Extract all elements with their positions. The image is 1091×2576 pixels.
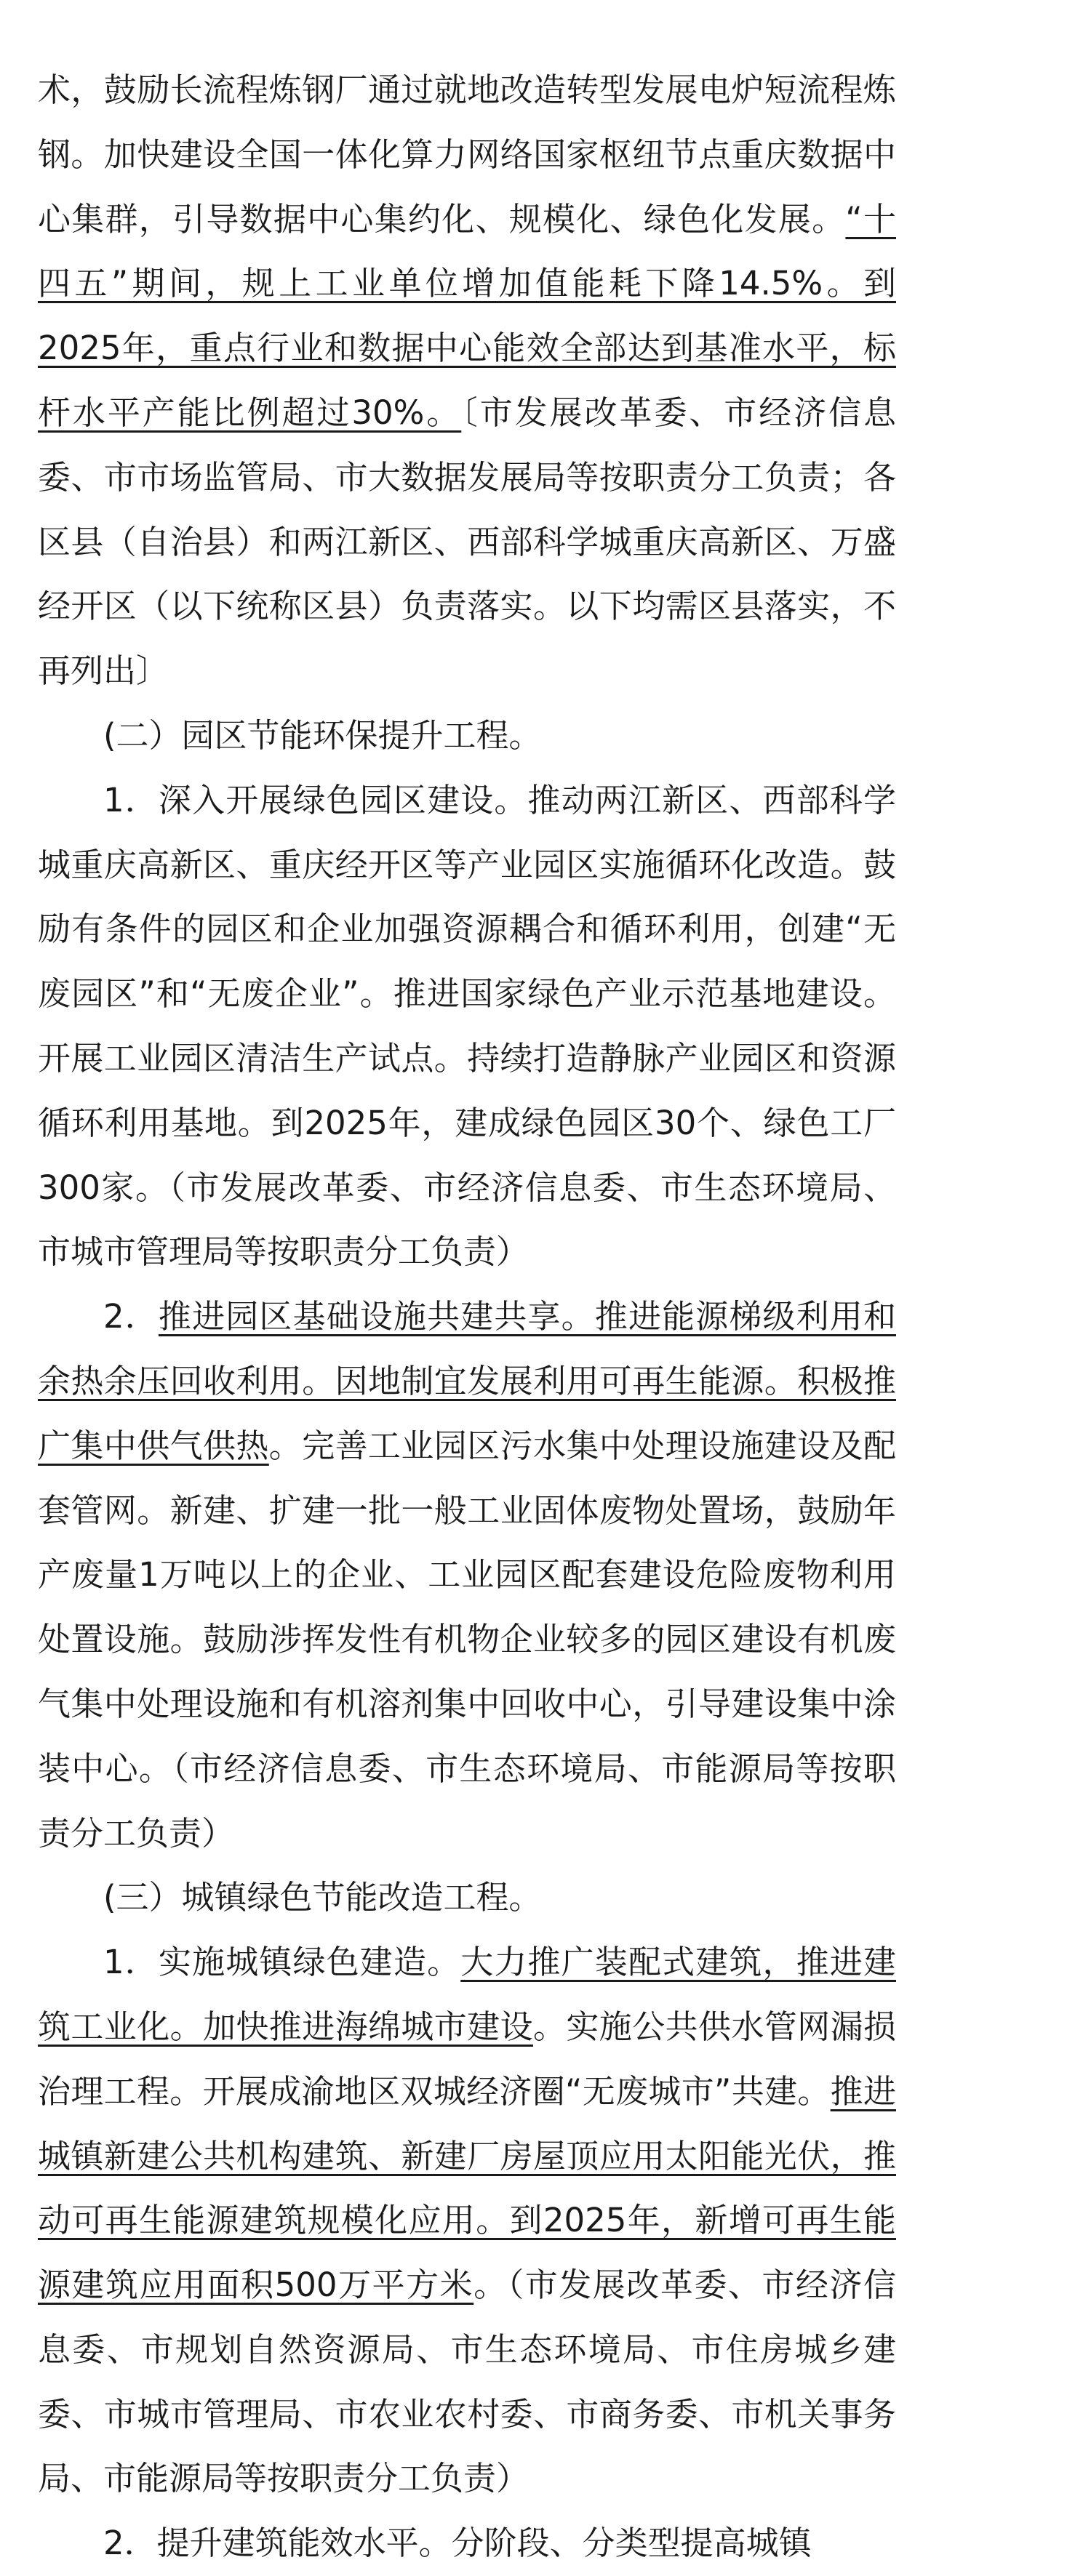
- paragraph-text: 1．实施城镇绿色建造。: [103, 1943, 461, 1982]
- paragraph-text: 1．深入开展绿色园区建设。推动两江新区、西部科学城重庆高新区、重庆经开区等产业园区实施循环化改造。鼓励有条件的园区和企业加强资源耦合和循环利用，创建“无废园区”和“无废企业”。推进国家绿色产业示范基地建设。开展工业园区清洁生产试点。持续打造静脉产业园区和资源循环利用基地。到2025年，建成绿色园区30个、绿色工厂300家。（市发展改革委、市经济信息委、市生态环境局、市城市管理局等按职责分工负责）: [38, 780, 896, 1272]
- paragraph-building-efficiency: [38, 2511, 896, 2576]
- paragraph-text: 。实施公共供水管网漏损治理工程。开展成渝地区双城经济圈“无废城市”共建。: [38, 2007, 896, 2111]
- underlined-text: 推进城镇新建公共机构建筑、新建厂房屋顶应用太阳能光伏，推动可再生能源建筑规模化应用。到2025年，新增可再生能源建筑应用面积500万平方米: [38, 2071, 896, 2305]
- underlined-text: “十四五”期间，规上工业单位增加值能耗下降14.5%。到2025年，重点行业和数据中心能效全部达到基准水平，标杆水平产能比例超过30%。: [38, 199, 896, 432]
- paragraph-text: 。完善工业园区污水集中处理设施建设及配套管网。新建、扩建一批一般工业固体废物处置场，鼓励年产废量1万吨以上的企业、工业园区配套建设危险废物利用处置设施。鼓励涉挥发性有机物企业较多的园区建设有机废气集中处理设施和有机溶剂集中回收中心，引导建设集中涂装中心。（市经济信息委、市生态环境局、市能源局等按职责分工负责）: [38, 1426, 896, 1853]
- document-body: [38, 58, 896, 2576]
- section-heading-2: [38, 704, 896, 769]
- paragraph-green-construction: [38, 1930, 896, 2511]
- paragraph-park-infrastructure: [38, 1285, 896, 1866]
- paragraph-1: [38, 58, 896, 704]
- paragraph-text: 术，鼓励长流程炼钢厂通过就地改造转型发展电炉短流程炼钢。加快建设全国一体化算力网络国家枢纽节点重庆数据中心集群，引导数据中心集约化、规模化、绿色化发展。: [38, 71, 896, 238]
- heading-text: (三）城镇绿色节能改造工程。: [103, 1878, 542, 1917]
- heading-text: (二）园区节能环保提升工程。: [103, 715, 542, 755]
- section-heading-3: [38, 1866, 896, 1930]
- paragraph-text: 2．: [103, 1297, 159, 1336]
- underlined-text: 推进园区基础设施共建共享。推进能源梯级利用和余热余压回收利用。因地制宜发展利用可再生能源。积极推广集中供气供热: [38, 1297, 896, 1465]
- paragraph-green-park: [38, 769, 896, 1285]
- underlined-text: 大力推广装配式建筑，推进建筑工业化。加快推进海绵城市建设: [38, 1943, 896, 2046]
- paragraph-text: 2．提升建筑能效水平。分阶段、分类型提高城镇: [103, 2524, 812, 2563]
- paragraph-text: 〔市发展改革委、市经济信息委、市市场监管局、市大数据发展局等按职责分工负责；各区县（自治县）和两江新区、西部科学城重庆高新区、万盛经开区（以下统称区县）负责落实。以下均需区县落实，不再列出〕: [38, 393, 896, 691]
- paragraph-text: 。（市发展改革委、市经济信息委、市规划自然资源局、市生态环境局、市住房城乡建委、市城市管理局、市农业农村委、市商务委、市机关事务局、市能源局等按职责分工负责）: [38, 2266, 896, 2498]
